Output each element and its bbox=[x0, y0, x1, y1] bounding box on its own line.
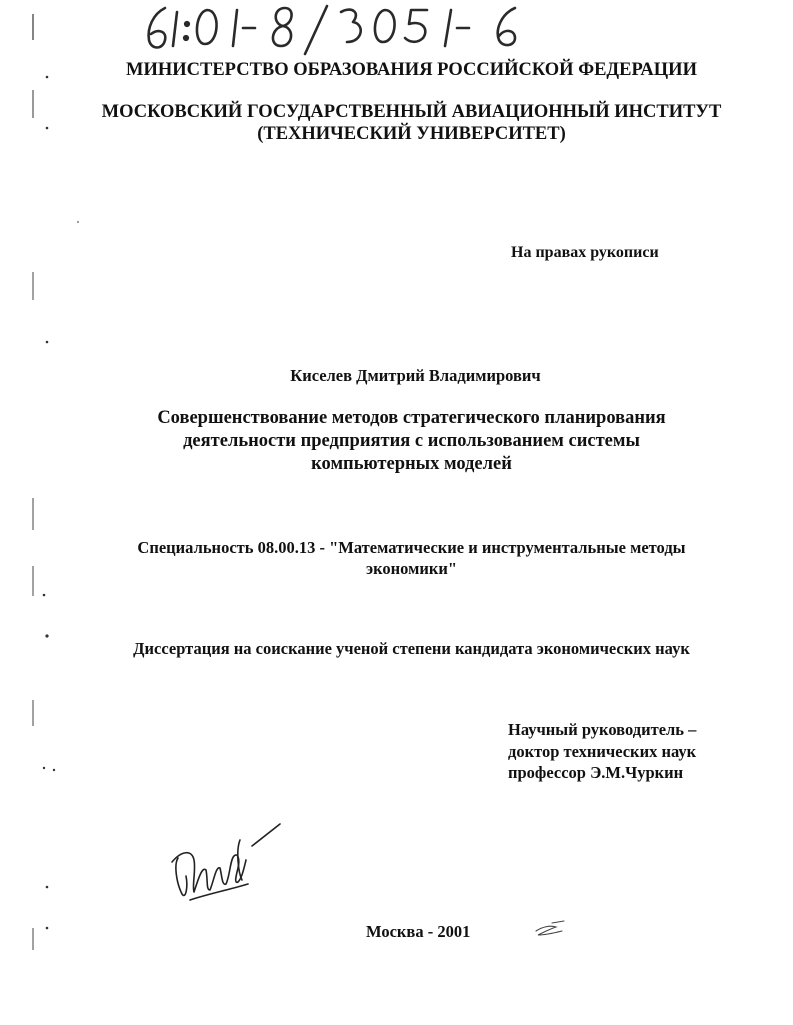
degree-statement: Диссертация на соискание ученой степени кандидата экономических наук bbox=[133, 639, 690, 658]
institute-heading: МОСКОВСКИЙ ГОСУДАРСТВЕННЫЙ АВИАЦИОННЫЙ ИНСТИТУТ bbox=[101, 102, 722, 122]
title-line: деятельности предприятия с использованием системы bbox=[183, 431, 640, 451]
scan-margin-marks bbox=[0, 0, 80, 1025]
author-name: Киселев Дмитрий Владимирович bbox=[290, 366, 541, 385]
handwritten-archive-number bbox=[135, 0, 565, 60]
title-line: компьютерных моделей bbox=[311, 454, 512, 474]
supervisor-block bbox=[508, 719, 696, 784]
institute-subheading: (ТЕХНИЧЕСКИЙ УНИВЕРСИТЕТ) bbox=[257, 124, 566, 144]
specialty bbox=[0, 537, 793, 579]
ministry-heading: МИНИСТЕРСТВО ОБРАЗОВАНИЯ РОССИЙСКОЙ ФЕДЕРАЦИИ bbox=[126, 60, 697, 80]
signature bbox=[168, 820, 288, 910]
scribble-mark bbox=[532, 917, 568, 939]
supervisor-line: Научный руководитель – bbox=[508, 720, 697, 739]
supervisor-line: доктор технических наук bbox=[508, 741, 697, 761]
rights-note: На правах рукописи bbox=[511, 244, 659, 261]
specialty-line: экономики" bbox=[365, 559, 458, 578]
dissertation-title bbox=[0, 407, 793, 476]
specialty-line: Специальность 08.00.13 - "Математические и инструментальные методы bbox=[137, 538, 686, 557]
supervisor-line: профессор Э.М.Чуркин bbox=[508, 763, 684, 782]
city-year: Москва - 2001 bbox=[366, 922, 471, 941]
title-line: Совершенствование методов стратегического планирования bbox=[157, 408, 666, 428]
